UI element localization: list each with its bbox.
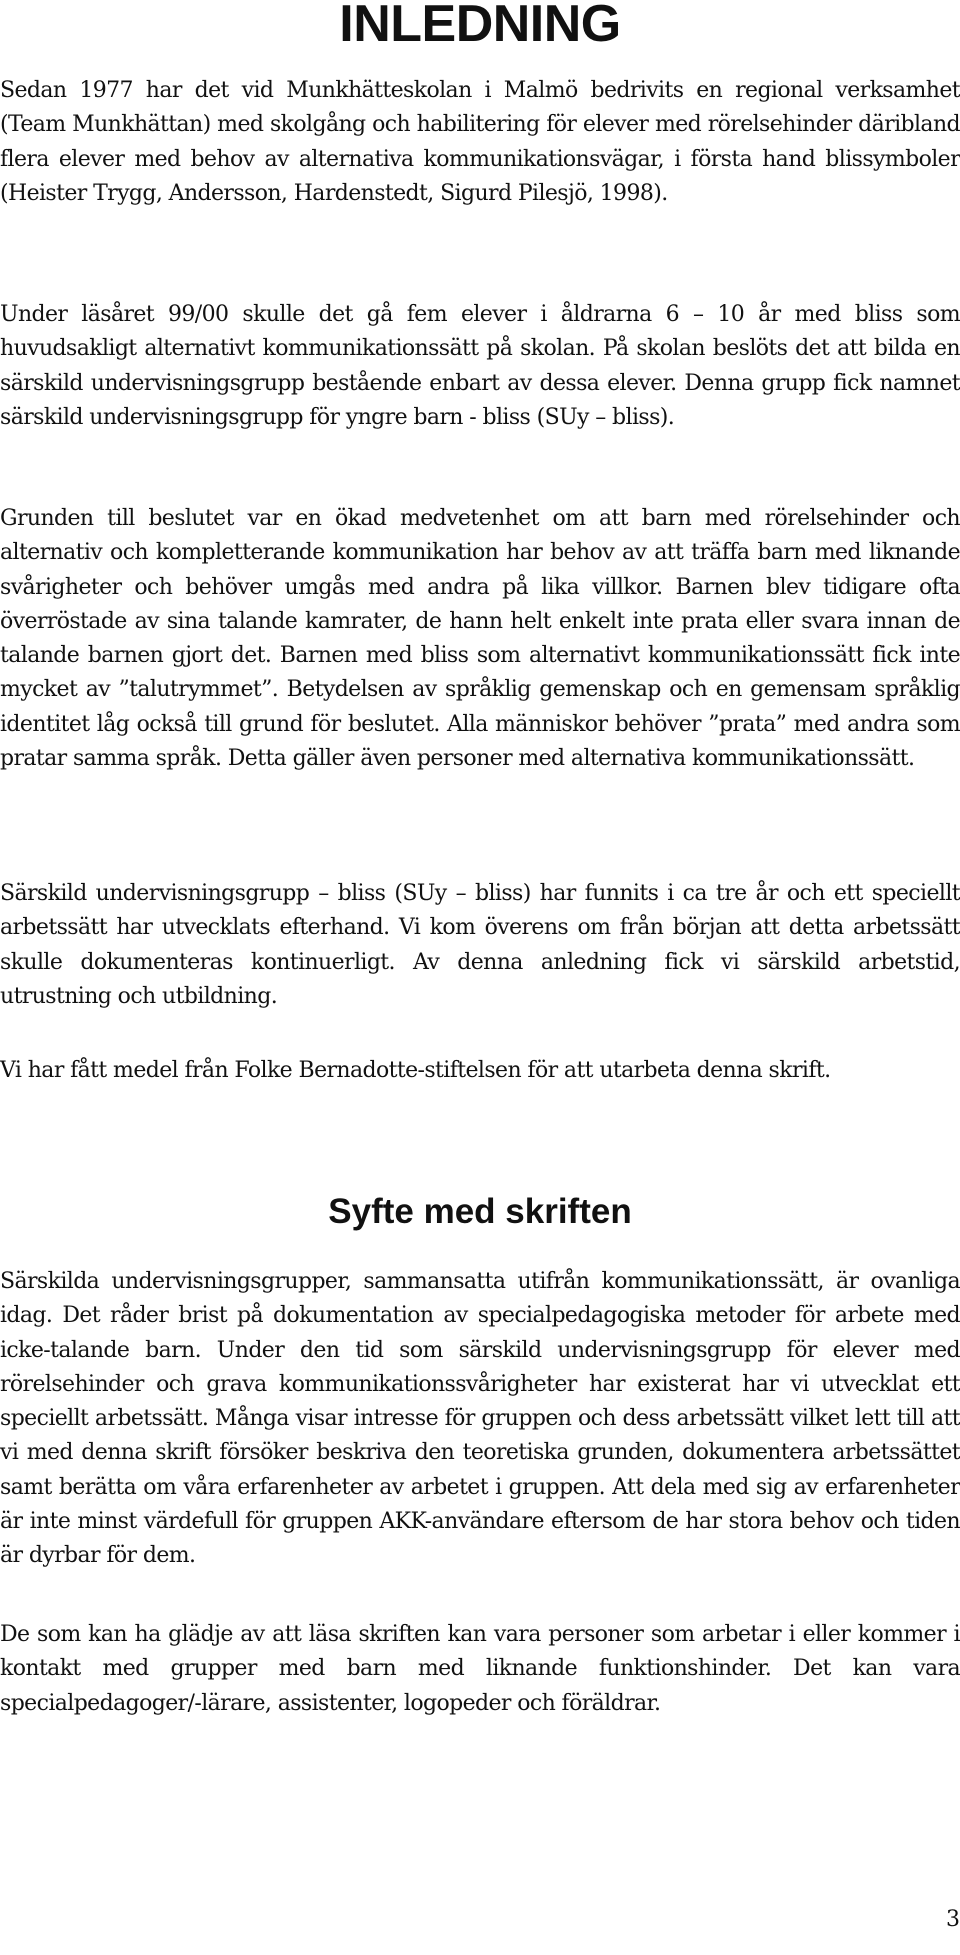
intro-paragraph-5: Vi har fått medel från Folke Bernadotte-stiftelsen för att utarbeta denna skrift. [0, 1058, 831, 1083]
intro-paragraph-3: Grunden till beslutet var en ökad medvetenhet om att barn med rörelsehinder och alternativ och kompletterande kommunikation har behov av att träffa barn med liknande svårigheter och behöver umgås med andra på lika villkor. Barnen blev tidigare ofta överröstade av sina talande kamrater, de hann helt enkelt inte prata eller svara innan de talande barnen gjort det. Barnen med bliss som alternativt kommunikationssätt fick inte mycket av ”talutrymmet”. Betydelsen av språklig gemenskap och en gemensam språklig identitet låg också till grund för beslutet. Alla människor behöver ”prata” med andra som pratar samma språk. Detta gäller även personer med alternativa kommunikationssätt. [0, 506, 960, 772]
intro-paragraph-2: Under läsåret 99/00 skulle det gå fem elever i åldrarna 6 – 10 år med bliss som huvudsakligt alternativt kommunikationssätt på skolan. På skolan beslöts det att bilda en särskild undervisningsgrupp bestående enbart av dessa elever. Denna grupp fick namnet särskild undervisningsgrupp för yngre barn - bliss (SUy – bliss). [0, 302, 960, 430]
intro-paragraph-1: Sedan 1977 har det vid Munkhätteskolan i Malmö bedrivits en regional verksamhet (Team Munkhättan) med skolgång och habilitering för elever med rörelsehinder däribland flera elever med behov av alternativa kommunikationsvägar, i första hand blissymboler (Heister Trygg, Andersson, Hardenstedt, Sigurd Pilesjö, 1998). [0, 78, 960, 206]
intro-paragraph-4: Särskild undervisningsgrupp – bliss (SUy – bliss) har funnits i ca tre år och ett speciellt arbetssätt har utvecklats efterhand. Vi kom överens om från början att detta arbetssätt skulle dokumenteras kontinuerligt. Av denna anledning fick vi särskild arbetstid, utrustning och utbildning. [0, 881, 960, 1009]
section-heading: Syfte med skriften [328, 1192, 632, 1231]
page-number: 3 [946, 1907, 960, 1932]
page-title: INLEDNING [339, 0, 621, 53]
section-paragraph-1: Särskilda undervisningsgrupper, sammansatta utifrån kommunikationssätt, är ovanliga idag. Det råder brist på dokumentation av specialpedagogiska metoder för arbete med icke-talande barn. Under den tid som särskild undervisningsgrupp för elever med rörelsehinder och grava kommunikationssvårigheter har existerat har vi utvecklat ett speciellt arbetssätt. Många visar intresse för gruppen och dess arbetssätt vilket lett till att vi med denna skrift försöker beskriva den teoretiska grunden, dokumentera arbetssättet samt berätta om våra erfarenheter av arbetet i gruppen. Att dela med sig av erfarenheter är inte minst värdefull för gruppen AKK-användare eftersom de har stora behov och tiden är dyrbar för dem. [0, 1269, 960, 1569]
section-paragraph-2: De som kan ha glädje av att läsa skriften kan vara personer som arbetar i eller kommer i kontakt med grupper med barn med liknande funktionshinder. Det kan vara specialpedagoger/-lärare, assistenter, logopeder och föräldrar. [0, 1622, 960, 1716]
